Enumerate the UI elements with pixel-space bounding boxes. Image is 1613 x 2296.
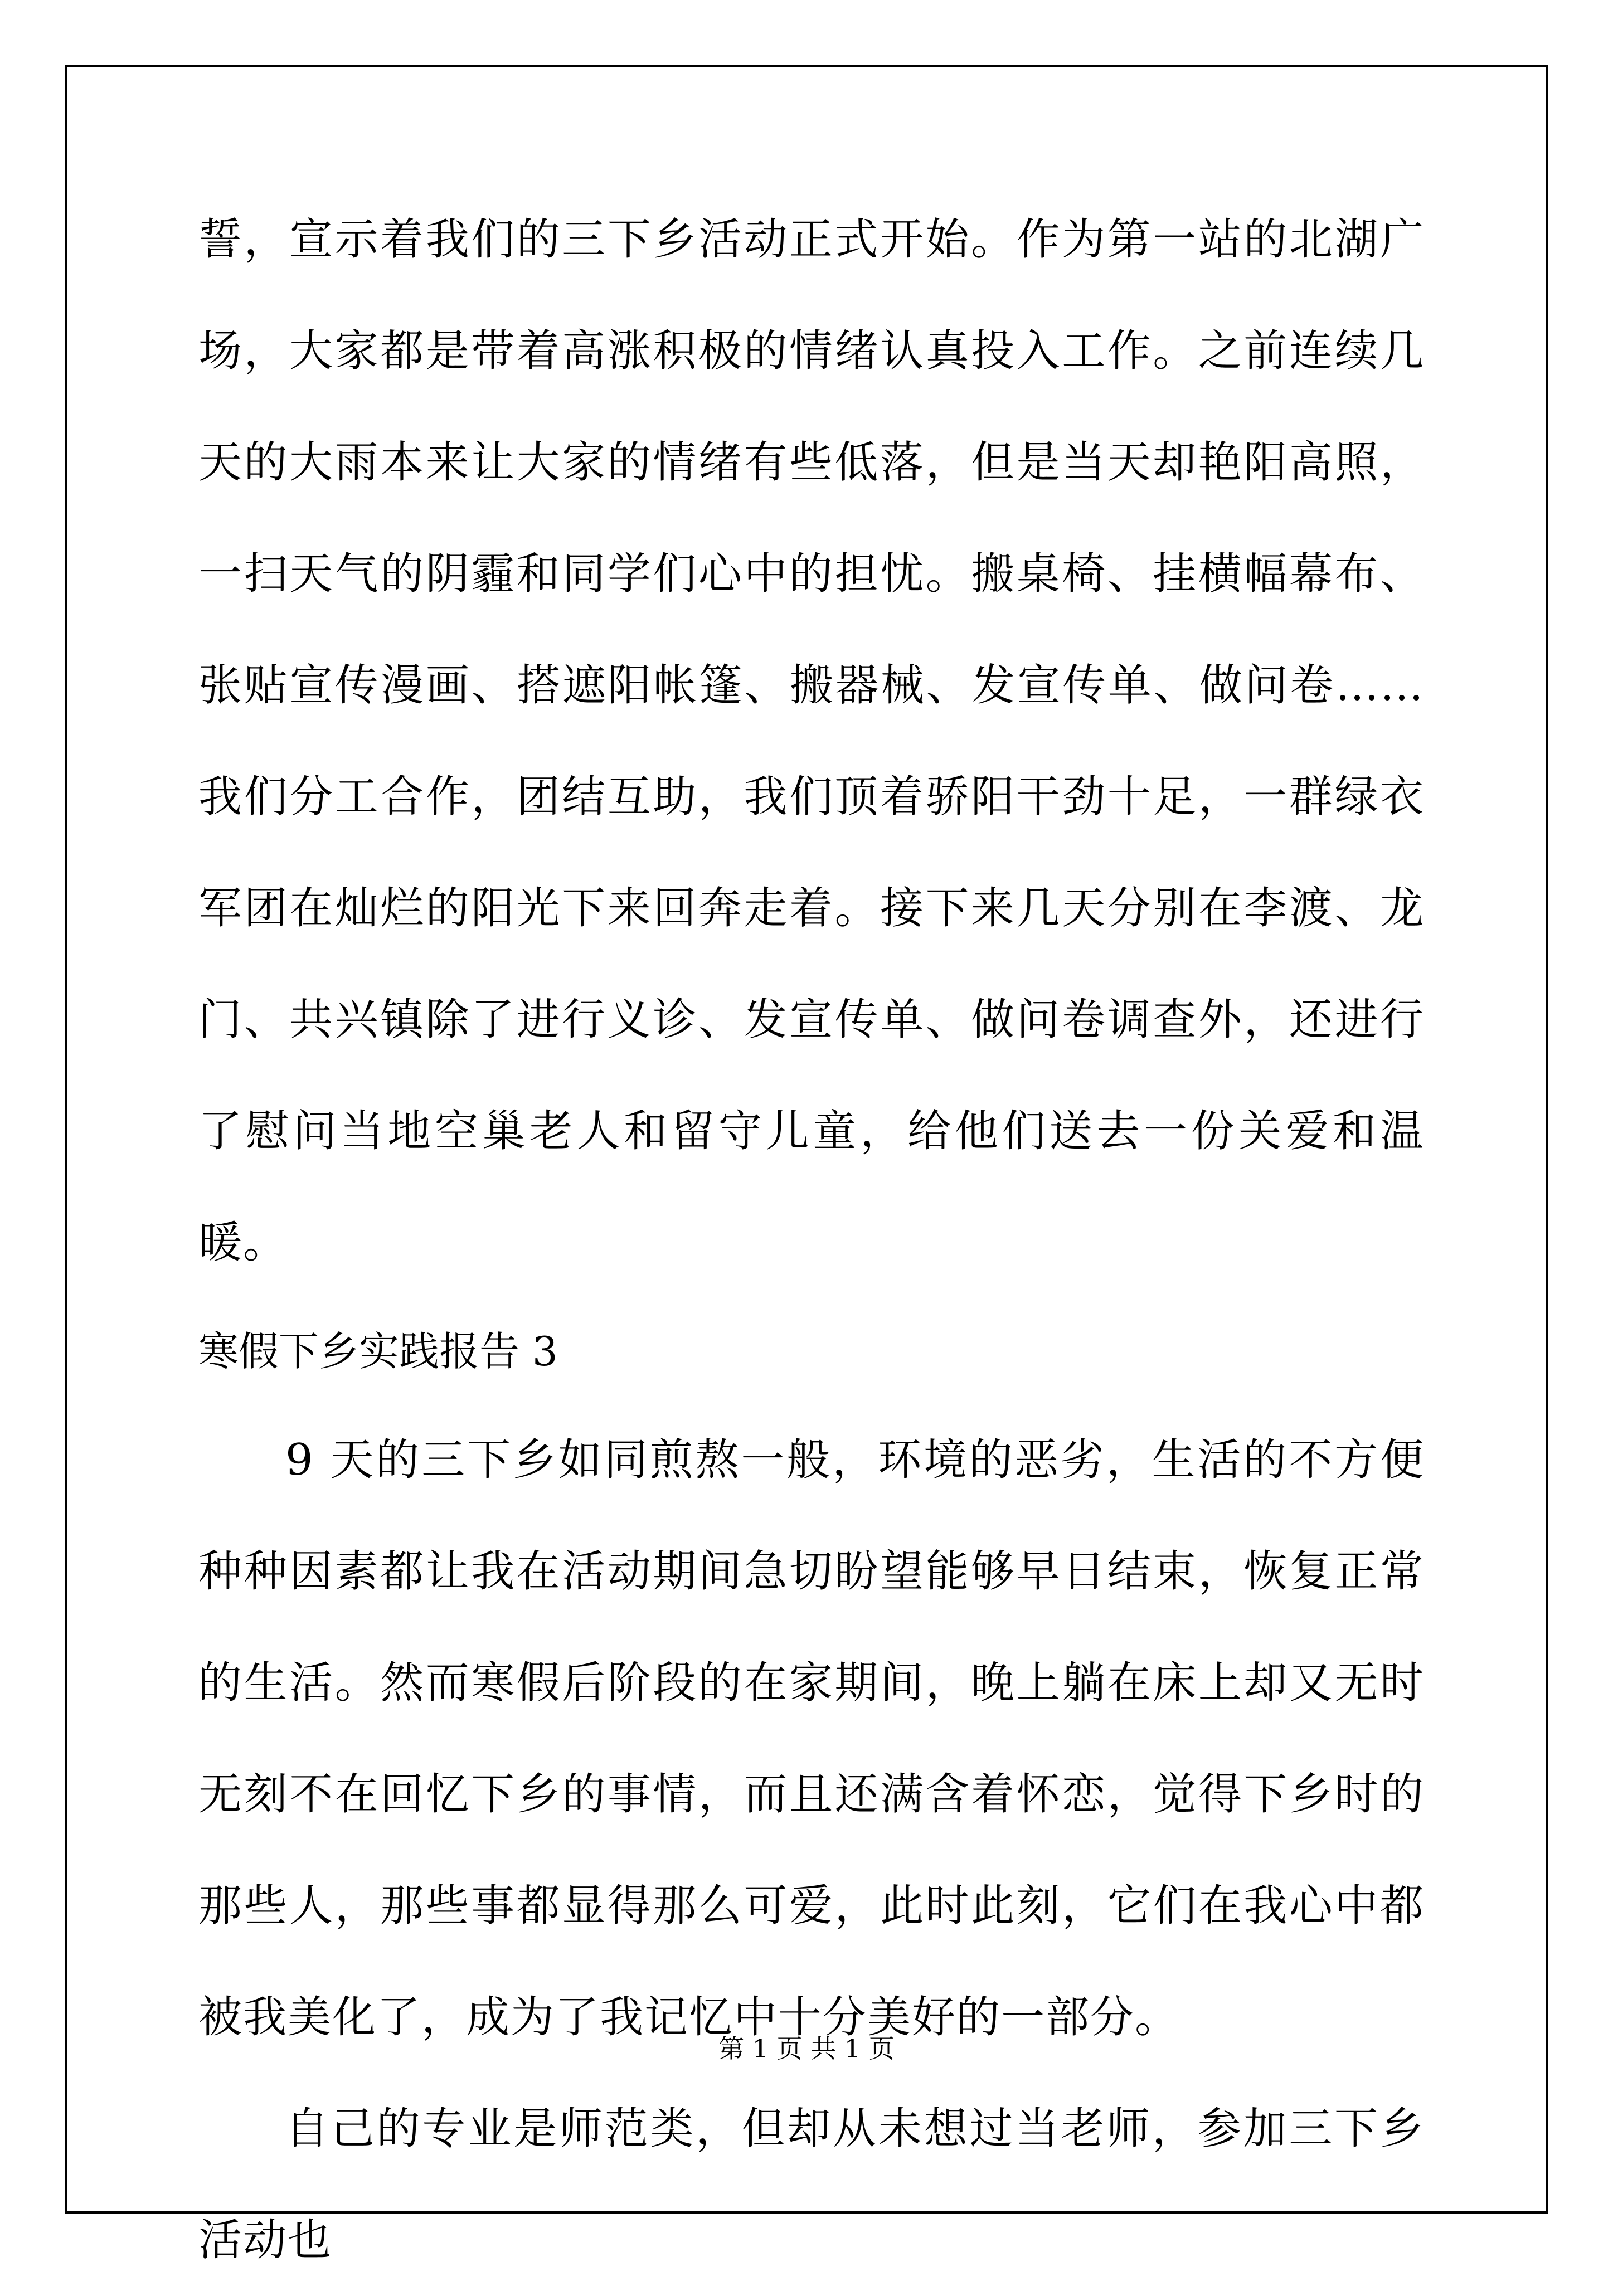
paragraph-3: 自己的专业是师范类，但却从未想过当老师，参加三下乡活动也 (198, 2104, 1425, 2265)
section-heading: 寒假下乡实践报告 3 (198, 1328, 558, 1375)
paragraph-2: 9 天的三下乡如同煎熬一般，环境的恶劣，生活的不方便种种因素都让我在活动期间急切盼望能够早日结束，恢复正常的生活。然而寒假后阶段的在家期间，晚上躺在床上却又无时无刻不在回忆下乡的事情，而且还满含着怀恋，觉得下乡时的那些人，那些事都显得那么可爱，此时此刻，它们在我心中都被我美化了，成为了我记忆中十分美好的一部分。 (198, 1435, 1425, 2042)
page-number-footer: 第 1 页 共 1 页 (718, 2034, 895, 2064)
paragraph-1: 誓，宣示着我们的三下乡活动正式开始。作为第一站的北湖广场，大家都是带着高涨积极的情绪认真投入工作。之前连续几天的大雨本来让大家的情绪有些低落，但是当天却艳阳高照，一扫天气的阴霾和同学们心中的担忧。搬桌椅、挂横幅幕布、张贴宣传漫画、搭遮阳帐篷、搬器械、发宣传单、做问卷……我们分工合作，团结互助，我们顶着骄阳干劲十足，一群绿衣军团在灿烂的阳光下来回奔走着。接下来几天分别在李渡、龙门、共兴镇除了进行义诊、发宣传单、做问卷调查外，还进行了慰问当地空巢老人和留守儿童，给他们送去一份关爱和温暖。 (198, 215, 1425, 1268)
document-body (198, 184, 1425, 2296)
